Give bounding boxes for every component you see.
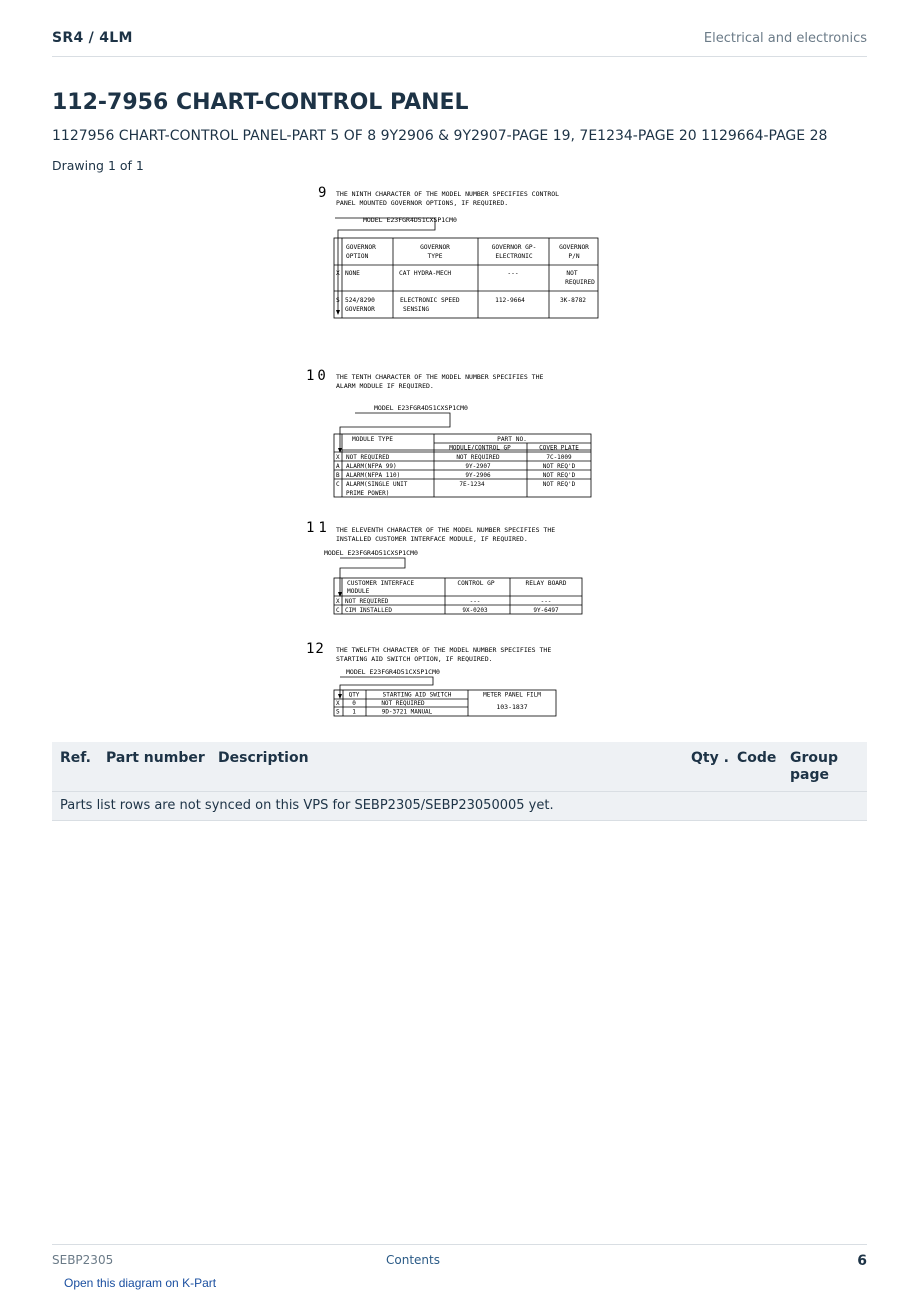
page-header	[52, 28, 867, 57]
page-title: 112-7956 CHART-CONTROL PANEL	[52, 90, 469, 115]
s9-r1-option: NONE	[345, 270, 360, 277]
s11-r2-key: C	[336, 607, 340, 614]
page-footer	[52, 1244, 867, 1275]
s10-r3-gp: 9Y-2906	[465, 472, 491, 479]
s10-r1-type: NOT REQUIRED	[346, 454, 390, 461]
parts-list-header	[52, 742, 867, 792]
s11-r2-relay: 9Y-6497	[533, 607, 559, 614]
s10-r3-cover: NOT REQ'D	[542, 472, 576, 479]
s12-model: MODEL E23FGR4D51CXSP1CM0	[346, 668, 440, 676]
col-group-page-header: Group page	[790, 750, 839, 783]
s10-r2-key: A	[336, 463, 340, 470]
col-ref-header: Ref.	[60, 750, 91, 766]
parts-list-empty-note: Parts list rows are not synced on this VPS for SEBP2305/SEBP23050005 yet.	[52, 792, 867, 821]
s12-r2-qty: 1	[352, 708, 356, 716]
parts-list-table	[52, 742, 867, 821]
s9-r2-option-a: 524/8290	[345, 297, 375, 304]
s12-film: 103-1837	[496, 703, 528, 711]
col-code-header: Code	[737, 750, 777, 766]
s12-r1-qty: 0	[352, 700, 356, 707]
s9-h1a: GOVERNOR	[346, 244, 376, 251]
s11-h-control: CONTROL GP	[457, 580, 495, 587]
s9-model: MODEL E23FGR4D51CXSP1CM0	[363, 216, 457, 224]
s10-r1-gp: NOT REQUIRED	[456, 454, 500, 461]
s12-r2-key: S	[336, 708, 340, 716]
s10-h-partno: PART NO.	[497, 436, 527, 443]
s12-number: 12	[306, 641, 325, 657]
s10-r3-key: B	[336, 472, 340, 479]
s10-r4-cover: NOT REQ'D	[542, 481, 576, 488]
open-kpart-link[interactable]: Open this diagram on K-Part	[64, 1276, 217, 1290]
control-panel-chart-diagram	[300, 180, 630, 725]
s9-note-line1: THE NINTH CHARACTER OF THE MODEL NUMBER SPECIFIES CONTROL	[336, 190, 560, 198]
s11-r1-key: X	[336, 598, 340, 605]
s12-h-qty: QTY	[348, 691, 360, 699]
s10-r2-gp: 9Y-2907	[465, 463, 491, 470]
model-label: SR4 / 4LM	[52, 30, 133, 46]
s10-r4-type: ALARM(SINGLE UNIT	[346, 481, 408, 488]
col-qty-header: Qty .	[691, 750, 729, 766]
s9-number: 9	[318, 185, 327, 201]
s10-r1-cover: 7C-1009	[546, 454, 572, 461]
s9-r2-option-b: GOVERNOR	[345, 306, 375, 313]
s11-r2-type: CIM INSTALLED	[345, 607, 392, 614]
s10-note-line2: ALARM MODULE IF REQUIRED.	[336, 382, 434, 390]
page-number: 6	[857, 1253, 867, 1269]
s11-model: MODEL E23FGR4D51CXSP1CM0	[324, 549, 418, 557]
s12-r1-key: X	[336, 700, 340, 707]
s12-h-film: METER PANEL FILM	[483, 691, 541, 699]
diagram-svg	[300, 180, 630, 725]
footer-doc-number: SEBP2305	[52, 1253, 114, 1267]
s10-r2-cover: NOT REQ'D	[542, 463, 576, 470]
page-subtitle: 1127956 CHART-CONTROL PANEL-PART 5 OF 8 9Y2906 & 9Y2907-PAGE 19, 7E1234-PAGE 20 1129664-PAGE 28	[52, 128, 828, 144]
s12-note-line2: STARTING AID SWITCH OPTION, IF REQUIRED.	[336, 655, 493, 663]
drawing-count: Drawing 1 of 1	[52, 158, 144, 173]
s10-r4-type-b: PRIME POWER)	[346, 490, 390, 497]
s11-r1-gp: ---	[469, 598, 481, 605]
s9-r2-type-b: SENSING	[403, 306, 430, 313]
s9-h4a: GOVERNOR	[559, 244, 589, 251]
col-part-number-header: Part number	[106, 750, 205, 766]
s9-h3b: ELECTRONIC	[495, 253, 533, 260]
s11-h-relay: RELAY BOARD	[525, 580, 567, 587]
contents-link[interactable]: Contents	[386, 1253, 440, 1267]
s11-h1a: CUSTOMER INTERFACE	[347, 580, 415, 587]
s10-h-module-gp: MODULE/CONTROL GP	[449, 444, 511, 452]
s9-r1-type: CAT HYDRA-MECH	[399, 270, 452, 277]
s11-h1b: MODULE	[347, 588, 370, 595]
s9-h2b: TYPE	[427, 253, 443, 260]
col-description-header: Description	[218, 750, 309, 766]
category-label: Electrical and electronics	[703, 31, 867, 46]
s10-r4-gp: 7E-1234	[459, 481, 485, 488]
s12-note-line1: THE TWELFTH CHARACTER OF THE MODEL NUMBER SPECIFIES THE	[336, 646, 552, 654]
s11-number: 11	[306, 520, 331, 536]
s11-r2-gp: 9X-0203	[462, 607, 488, 614]
s10-h-cover: COVER PLATE	[539, 444, 579, 452]
s11-note-line2: INSTALLED CUSTOMER INTERFACE MODULE, IF REQUIRED.	[336, 535, 528, 543]
s9-r2-gp: 112-9664	[495, 297, 525, 304]
s10-number: 10	[306, 368, 329, 384]
s9-r2-key: S	[336, 297, 340, 304]
s9-h1b: OPTION	[346, 253, 369, 260]
s10-r2-type: ALARM(NFPA 99)	[346, 463, 397, 470]
s9-h4b: P/N	[568, 253, 580, 260]
s9-r2-type-a: ELECTRONIC SPEED	[400, 297, 460, 304]
s10-h-type: MODULE TYPE	[352, 436, 393, 443]
s11-r1-relay: ---	[540, 598, 552, 605]
s12-r2-switch: 9D-3721 MANUAL	[381, 708, 433, 716]
s9-r1-pn-b: REQUIRED	[565, 279, 595, 286]
s9-r2-pn: 3K-8782	[559, 297, 587, 304]
s10-note-line1: THE TENTH CHARACTER OF THE MODEL NUMBER SPECIFIES THE	[336, 373, 544, 381]
s9-r1-gp: ---	[507, 270, 519, 277]
s12-r1-switch: NOT REQUIRED	[381, 700, 425, 707]
s9-note-line2: PANEL MOUNTED GOVERNOR OPTIONS, IF REQUIRED.	[336, 199, 509, 207]
s9-r1-pn-a: NOT	[566, 270, 578, 277]
s10-r1-key: X	[336, 454, 340, 461]
s10-r3-type: ALARM(NFPA 110)	[346, 472, 401, 479]
s11-r1-type: NOT REQUIRED	[345, 598, 389, 605]
s9-h3a: GOVERNOR GP-	[491, 244, 537, 251]
s10-model: MODEL E23FGR4D51CXSP1CM0	[374, 404, 468, 412]
s10-r4-key: C	[336, 481, 340, 488]
s12-h-switch: STARTING AID SWITCH	[382, 691, 452, 699]
s9-r1-key: X	[336, 270, 340, 277]
s11-note-line1: THE ELEVENTH CHARACTER OF THE MODEL NUMBER SPECIFIES THE	[336, 526, 556, 534]
s9-h2a: GOVERNOR	[420, 244, 450, 251]
